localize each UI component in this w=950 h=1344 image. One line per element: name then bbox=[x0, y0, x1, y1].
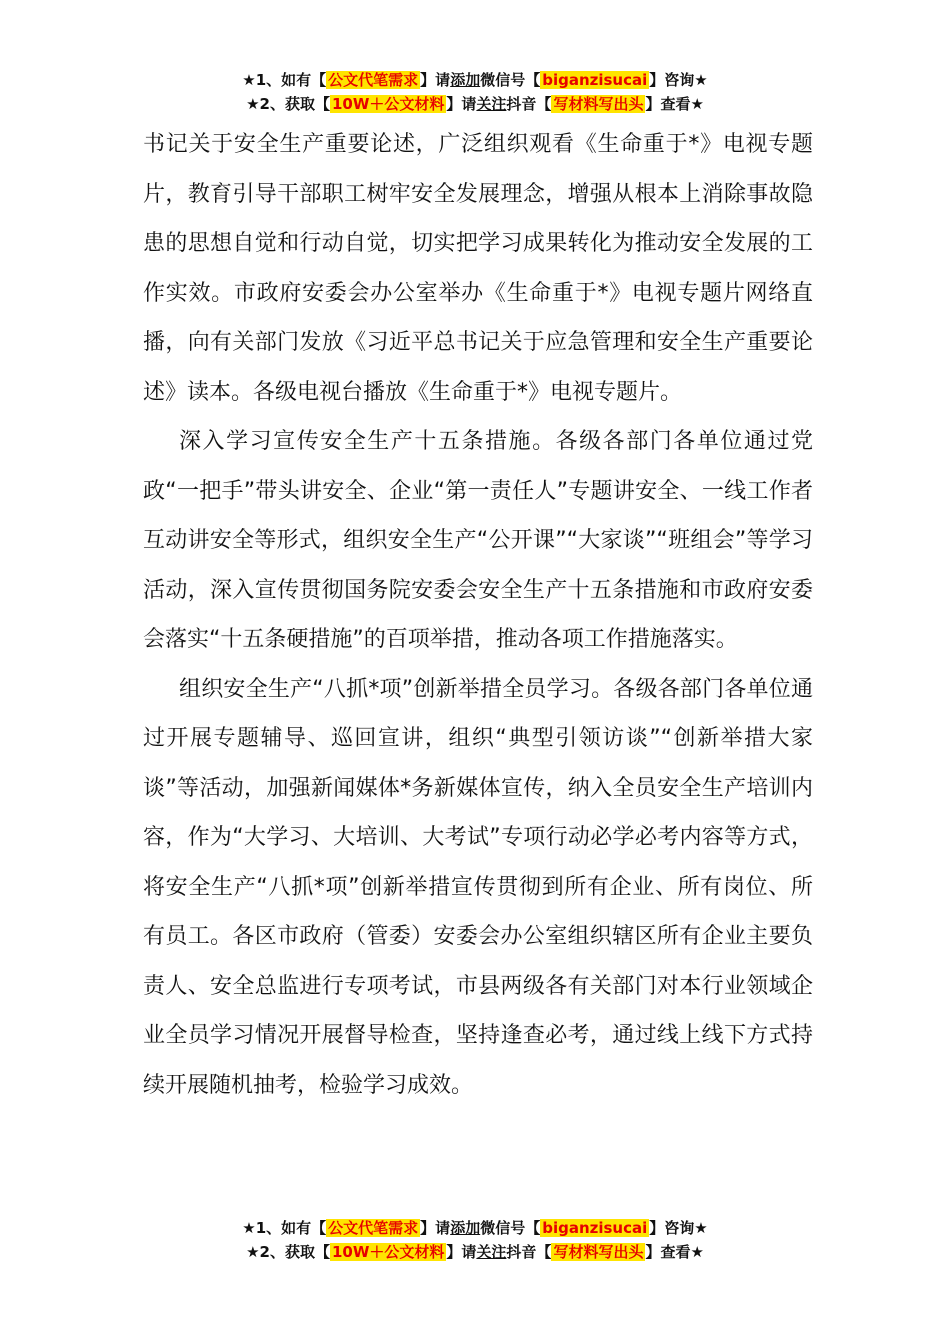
promo-footer bbox=[0, 1216, 950, 1264]
promo-highlight: 10W＋公文材料 bbox=[331, 1243, 445, 1261]
promo-line-2 bbox=[0, 1240, 950, 1264]
promo-highlight: 公文代笔需求 bbox=[328, 1219, 419, 1237]
promo-underlined: 添加 bbox=[450, 1219, 481, 1237]
promo-douyin-id: 写材料写出头 bbox=[553, 1243, 644, 1261]
promo-wechat-id: biganzisucai bbox=[542, 71, 648, 89]
document-body bbox=[143, 120, 813, 1110]
promo-text: 】请 bbox=[446, 95, 477, 113]
promo-text: 抖音【 bbox=[506, 95, 552, 113]
promo-text: 】咨询★ bbox=[649, 1219, 708, 1237]
promo-line-2 bbox=[0, 92, 950, 116]
paragraph-1: 书记关于安全生产重要论述，广泛组织观看《生命重于*》电视专题片，教育引导干部职工树牢安全发展理念，增强从根本上消除事故隐患的思想自觉和行动自觉，切实把学习成果转化为推动安全发展的工作实效。市政府安委会办公室举办《生命重于*》电视专题片网络直播，向有关部门发放《习近平总书记关于应急管理和安全生产重要论述》读本。各级电视台播放《生命重于*》电视专题片。 bbox=[143, 132, 813, 405]
promo-text: 】查看★ bbox=[645, 1243, 704, 1261]
promo-douyin-id: 写材料写出头 bbox=[553, 95, 644, 113]
promo-underlined: 关注 bbox=[476, 95, 507, 113]
promo-text: 】咨询★ bbox=[649, 71, 708, 89]
promo-header bbox=[0, 68, 950, 116]
promo-text: 抖音【 bbox=[506, 1243, 552, 1261]
promo-text: 】请 bbox=[420, 71, 451, 89]
promo-text: 】请 bbox=[420, 1219, 451, 1237]
promo-underlined: 添加 bbox=[450, 71, 481, 89]
paragraph-2: 深入学习宣传安全生产十五条措施。各级各部门各单位通过党政“一把手”带头讲安全、企业“第一责任人”专题讲安全、一线工作者互动讲安全等形式，组织安全生产“公开课”“大家谈”“班组会”等学习活动，深入宣传贯彻国务院安委会安全生产十五条措施和市政府安委会落实“十五条硬措施”的百项举措，推动各项工作措施落实。 bbox=[143, 429, 813, 652]
promo-line-1 bbox=[0, 68, 950, 92]
promo-highlight: 10W＋公文材料 bbox=[331, 95, 445, 113]
promo-text: 微信号【 bbox=[480, 71, 541, 89]
promo-underlined: 关注 bbox=[476, 1243, 507, 1261]
paragraph-3: 组织安全生产“八抓*项”创新举措全员学习。各级各部门各单位通过开展专题辅导、巡回宣讲，组织“典型引领访谈”“创新举措大家谈”等活动，加强新闻媒体*务新媒体宣传，纳入全员安全生产培训内容，作为“大学习、大培训、大考试”专项行动必学必考内容等方式，将安全生产“八抓*项”创新举措宣传贯彻到所有企业、所有岗位、所有员工。各区市政府（管委）安委会办公室组织辖区所有企业主要负责人、安全总监进行专项考试，市县两级各有关部门对本行业领域企业全员学习情况开展督导检查，坚持逢查必考，通过线上线下方式持续开展随机抽考，检验学习成效。 bbox=[143, 676, 813, 1098]
promo-highlight: 公文代笔需求 bbox=[328, 71, 419, 89]
promo-text: ★1、如有【 bbox=[242, 71, 327, 89]
promo-text: ★2、获取【 bbox=[246, 1243, 330, 1261]
promo-wechat-id: biganzisucai bbox=[542, 1219, 648, 1237]
promo-text: ★2、获取【 bbox=[246, 95, 330, 113]
promo-text: 】查看★ bbox=[645, 95, 704, 113]
promo-text: ★1、如有【 bbox=[242, 1219, 327, 1237]
promo-text: 】请 bbox=[446, 1243, 477, 1261]
promo-line-1 bbox=[0, 1216, 950, 1240]
promo-text: 微信号【 bbox=[480, 1219, 541, 1237]
